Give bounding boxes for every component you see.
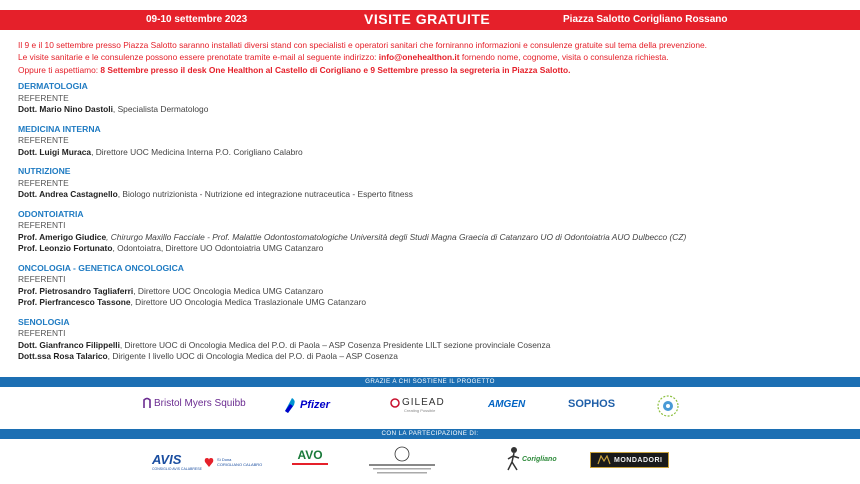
referent: Dott. Luigi Muraca, Direttore UOC Medicina Interna P.O. Corigliano Calabro (18, 146, 303, 157)
corigliano-logo: Corigliano (506, 446, 557, 472)
gilead-logo: GILEAD Creating Possible (390, 397, 445, 413)
section-nutrizione (18, 166, 853, 201)
runner-icon (506, 446, 522, 472)
section-title: DERMATOLOGIA (18, 81, 88, 91)
intro-line-2: Le visite sanitarie e le consulenze possono essere prenotate tramite e-mail al seguente indirizzo: info@onehealthon.it fornendo nome, cognome, visita o consulenza richiesta. (18, 52, 669, 63)
avis-logo: AVIS CONSIGLIO AVIS CALABRESE Sì Dona CORIGLIANO CALABRO (152, 452, 263, 471)
referent: Dott. Mario Nino Dastoli, Specialista Dermatologo (18, 104, 209, 114)
intro-line-3: Oppure ti aspettiamo: 8 Settembre presso il desk One Healthon al Castello di Corigliano e 9 Settembre presso la segreteria in Piazza Salotto. (18, 64, 571, 75)
intro-line-1: Il 9 e il 10 settembre presso Piazza Salotto saranno installati diversi stand con specialisti e operatori sanitari che forniranno informazioni e consulenze gratuite sul tema della prevenzione. (18, 40, 707, 50)
pfizer-logo: Pfizer (282, 396, 330, 414)
emblem-logo (654, 393, 682, 419)
section-role: REFERENTE (18, 92, 69, 103)
referent: Dott. Gianfranco Filippelli, Direttore UOC di Oncologia Medica del P.O. di Paola – ASP Cosenza Presidente LILT sezione provinciale Cosenza (18, 339, 551, 350)
sponsors-label: GRAZIE A CHI SOSTIENE IL PROGETTO (0, 377, 860, 387)
association-emblem-icon (365, 445, 439, 479)
section-dermatologia (18, 81, 853, 116)
section-title: NUTRIZIONE (18, 166, 71, 176)
contact-email-link[interactable]: info@onehealthon.it (378, 52, 460, 63)
referent: Prof. Amerigo Giudice, Chirurgo Maxillo Facciale - Prof. Malattie Odontostomatologiche Università degli Studi Magna Graecia di Catanzaro UO di Odontoiatria AUO Dulbecco (CZ) (18, 231, 687, 242)
section-title: ODONTOIATRIA (18, 208, 84, 219)
referent: Prof. Leonzio Fortunato, Odontoiatra, Direttore UO Odontoiatria UMG Catanzaro (18, 243, 324, 253)
section-role: REFERENTI (18, 220, 66, 230)
mondadori-mark-icon (597, 455, 611, 465)
partners-label: CON LA PARTECIPAZIONE DI: (0, 429, 860, 439)
page-title: VISITE GRATUITE (364, 11, 491, 27)
avis-heart-icon (204, 456, 214, 468)
emblem-icon (654, 393, 682, 419)
header-banner (0, 10, 860, 30)
section-title: SENOLOGIA (18, 316, 70, 327)
sophos-logo: SOPHOS (568, 398, 616, 410)
avo-underline-icon (292, 462, 328, 468)
section-medicina-interna (18, 124, 853, 159)
bms-mark-icon (142, 397, 152, 409)
amgen-logo: AMGEN (488, 399, 526, 410)
section-role: REFERENTI (18, 328, 66, 338)
partner-logos (0, 442, 860, 482)
section-title: ONCOLOGIA - GENETICA ONCOLOGICA (18, 262, 184, 273)
referent: Prof. Pietrosandro Tagliaferri, Direttore UOC Oncologia Medica UMG Catanzaro (18, 285, 324, 296)
referent: Prof. Pierfrancesco Tassone, Direttore UO Oncologia Medica Traslazionale UMG Catanzaro (18, 297, 367, 307)
intro-text (18, 39, 853, 76)
event-place: Piazza Salotto Corigliano Rossano (563, 14, 728, 25)
bms-logo: Bristol Myers Squibb (142, 397, 246, 409)
section-senologia (18, 317, 853, 363)
section-oncologia (18, 263, 853, 309)
specialty-list (18, 81, 853, 371)
section-role: REFERENTI (18, 274, 66, 284)
gilead-mark-icon (390, 398, 400, 408)
referent: Dott. Andrea Castagnello, Biologo nutrizionista - Nutrizione ed integrazione nutraceutica - Esperto fitness (18, 189, 413, 199)
event-date: 09-10 settembre 2023 (146, 14, 248, 25)
sponsor-logos (0, 390, 860, 425)
mondadori-logo: MONDADORI (590, 452, 669, 468)
section-title: MEDICINA INTERNA (18, 123, 101, 134)
pfizer-pill-icon (282, 396, 298, 414)
association-logo (365, 445, 439, 479)
section-role: REFERENTE (18, 177, 69, 188)
section-role: REFERENTE (18, 135, 69, 145)
referent: Dott.ssa Rosa Talarico, Dirigente I livello UOC di Oncologia Medica del P.O. di Paola – ASP Cosenza (18, 351, 398, 361)
section-odontoiatria (18, 209, 853, 255)
avo-logo: AVO (292, 448, 328, 468)
